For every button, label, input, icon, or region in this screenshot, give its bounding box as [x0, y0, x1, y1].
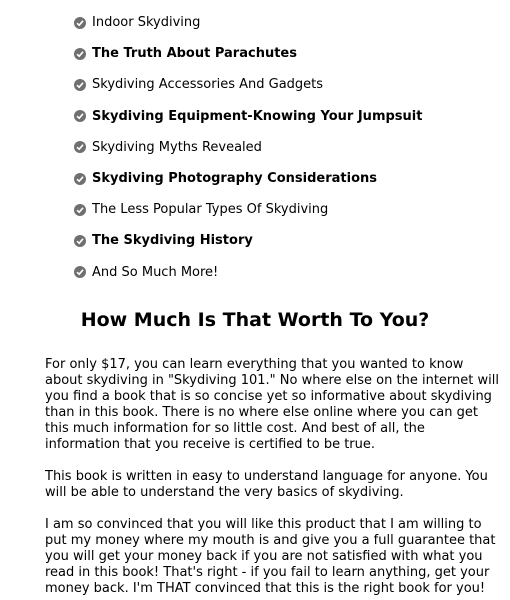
section-title: How Much Is That Worth To You?: [80, 309, 430, 331]
check-circle-icon: [74, 235, 86, 247]
body-text: [45, 357, 500, 600]
list-item: [74, 225, 494, 256]
check-circle-icon: [74, 266, 86, 278]
list-item-label: The Less Popular Types Of Skydiving: [92, 202, 329, 218]
list-item-label: Indoor Skydiving: [92, 15, 201, 31]
paragraph: This book is written in easy to understand language for anyone. You will be able to understand the very basics of skydiving.: [45, 469, 488, 500]
list-item: [74, 132, 494, 163]
list-item-label: The Skydiving History: [92, 233, 253, 249]
check-circle-icon: [74, 141, 86, 153]
list-item: [74, 7, 494, 38]
paragraph: For only $17, you can learn everything that you wanted to know about skydiving in "Skydiving 101." No where else on the internet will you find a book that is so concise yet so informative about skydiving than in this book. There is no where else online where you can get this much information for so little cost. And best of all, the information that you receive is certified to be true.: [45, 357, 499, 452]
list-item: [74, 194, 494, 225]
list-item-label: And So Much More!: [92, 264, 219, 280]
check-circle-icon: [74, 48, 86, 60]
check-circle-icon: [74, 173, 86, 185]
list-item: [74, 257, 494, 288]
list-item-label: Skydiving Accessories And Gadgets: [92, 77, 324, 93]
list-item-label: Skydiving Equipment-Knowing Your Jumpsuit: [92, 108, 423, 124]
list-item: [74, 69, 494, 100]
list-item: [74, 101, 494, 132]
check-circle-icon: [74, 17, 86, 29]
check-circle-icon: [74, 110, 86, 122]
paragraph: I am so convinced that you will like this product that I am willing to put my money where my mouth is and give you a full guarantee that you will get your money back if you are not satisfied with what you read in this book! That's right - if you fail to learn anything, get your money back. I'm THAT convinced that this is the right book for you!: [45, 517, 496, 596]
benefits-list: [74, 7, 494, 288]
list-item: [74, 163, 494, 194]
list-item-label: The Truth About Parachutes: [92, 46, 297, 62]
check-circle-icon: [74, 79, 86, 91]
list-item-label: Skydiving Photography Considerations: [92, 171, 377, 187]
list-item: [74, 38, 494, 69]
list-item-label: Skydiving Myths Revealed: [92, 139, 262, 155]
check-circle-icon: [74, 204, 86, 216]
